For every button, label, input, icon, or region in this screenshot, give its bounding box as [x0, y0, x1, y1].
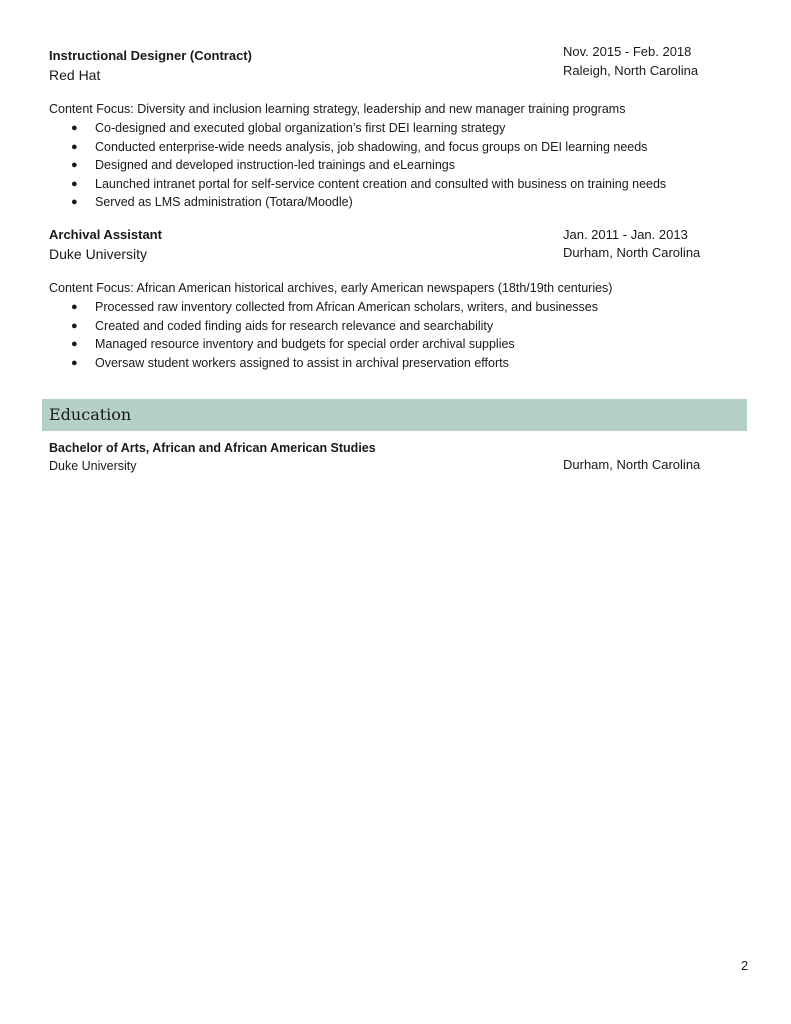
- bullet-icon: ●: [71, 319, 78, 332]
- section-header-education: [42, 399, 747, 431]
- job-title: Instructional Designer (Contract): [49, 48, 252, 63]
- school-location: Durham, North Carolina: [563, 457, 701, 472]
- content-focus: Content Focus: Diversity and inclusion learning strategy, leadership and new manager training programs: [49, 102, 626, 116]
- list-item: ● Launched intranet portal for self-service content creation and consulted with business on training needs: [49, 175, 666, 194]
- list-item: ● Created and coded finding aids for research relevance and searchability: [49, 317, 598, 336]
- job-dates: Jan. 2011 - Jan. 2013: [563, 227, 688, 242]
- bullet-icon: ●: [71, 140, 78, 153]
- list-item: ● Served as LMS administration (Totara/Moodle): [49, 193, 666, 212]
- bullet-icon: ●: [71, 338, 78, 350]
- content-focus: Content Focus: African American historical archives, early American newspapers (18th/19th centuries): [49, 281, 613, 295]
- section-title: Education: [49, 405, 132, 424]
- school: Duke University: [49, 459, 137, 473]
- bullet-icon: ●: [71, 196, 78, 208]
- list-item: ● Managed resource inventory and budgets for special order archival supplies: [49, 335, 598, 354]
- job-location: Durham, North Carolina: [563, 245, 701, 260]
- list-item: ● Conducted enterprise-wide needs analysis, job shadowing, and focus groups on DEI learning needs: [49, 138, 666, 157]
- job-company: Red Hat: [49, 67, 101, 83]
- page-number: 2: [741, 958, 749, 973]
- list-item: ● Designed and developed instruction-led trainings and eLearnings: [49, 156, 666, 175]
- job-company: Duke University: [49, 246, 148, 262]
- list-item: ● Oversaw student workers assigned to assist in archival preservation efforts: [49, 354, 598, 373]
- bullet-icon: ●: [71, 356, 78, 369]
- bullet-icon: ●: [71, 301, 78, 313]
- bullet-icon: ●: [71, 159, 78, 171]
- job-dates: Nov. 2015 - Feb. 2018: [563, 44, 692, 59]
- bullet-list: [49, 298, 598, 372]
- bullet-icon: ●: [71, 122, 78, 134]
- list-item: ● Processed raw inventory collected from African American scholars, writers, and businesses: [49, 298, 598, 317]
- bullet-list: [49, 119, 666, 212]
- degree: Bachelor of Arts, African and African American Studies: [49, 441, 376, 455]
- job-title: Archival Assistant: [49, 227, 162, 242]
- bullet-icon: ●: [71, 177, 78, 190]
- job-location: Raleigh, North Carolina: [563, 63, 699, 78]
- list-item: ● Co-designed and executed global organization’s first DEI learning strategy: [49, 119, 666, 138]
